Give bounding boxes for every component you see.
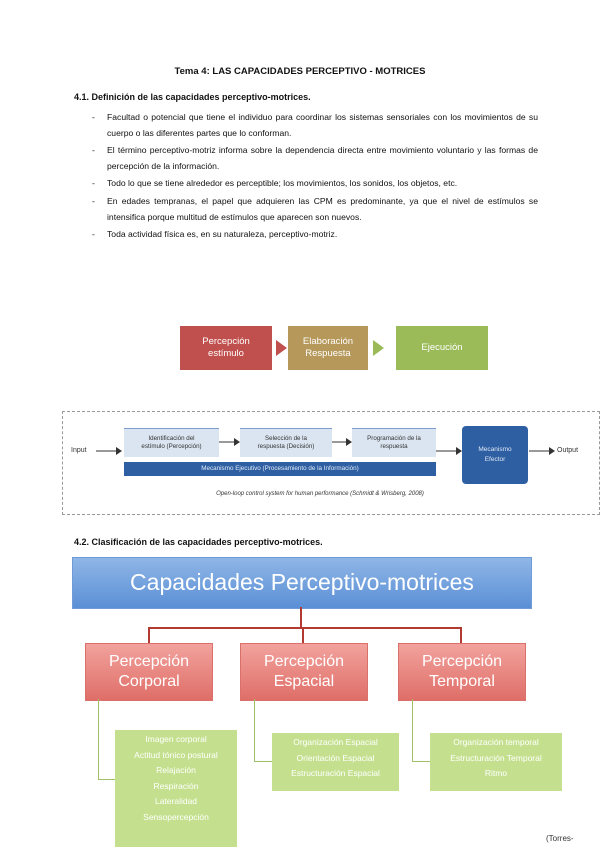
connector-line <box>254 761 272 762</box>
bullet-item: - Toda actividad física es, en su naturaleza, perceptivo-motriz. <box>92 227 538 243</box>
flow-step-execution: Ejecución <box>396 326 488 370</box>
effector-mechanism-box: Mecanismo Efector <box>462 426 528 484</box>
connector-line <box>460 627 462 643</box>
flow-step-elaboration: Elaboración Respuesta <box>288 326 368 370</box>
connector-line <box>148 627 462 629</box>
classification-root-box: Capacidades Perceptivo-motrices <box>72 557 532 609</box>
list-item: Sensopercepción <box>143 811 209 822</box>
list-item: Ritmo <box>484 768 508 779</box>
diagram-caption: Open-loop control system for human performance (Schmidt & Wrisberg, 2008) <box>216 491 424 497</box>
category-body-perception: Percepción Corporal <box>85 643 213 701</box>
definition-bullet-list <box>92 110 538 245</box>
connector-line <box>98 779 115 780</box>
section-heading-classification: 4.2. Clasificación de las capacidades perceptivo-motrices. <box>74 537 323 547</box>
flow-step-perception: Percepción estímulo <box>180 326 272 370</box>
list-item: Estructuración Temporal <box>450 752 542 763</box>
flow-arrow-icon <box>373 340 384 356</box>
stage-programming: Programación de la respuesta <box>352 428 436 457</box>
list-item: Actitud tónico postural <box>134 749 218 760</box>
flow-arrow-icon <box>276 340 287 356</box>
input-label: Input <box>71 447 87 454</box>
stage-arrow-icon <box>332 437 352 447</box>
document-title: Tema 4: LAS CAPACIDADES PERCEPTIVO - MOTRICES <box>174 66 426 77</box>
section-heading-definition: 4.1. Definición de las capacidades perceptivo-motrices. <box>74 92 311 102</box>
connector-line <box>300 607 302 628</box>
category-temporal-perception: Percepción Temporal <box>398 643 526 701</box>
input-arrow-icon <box>96 446 122 456</box>
stage-selection: Selección de la respuesta (Decisión) <box>240 428 332 457</box>
bullet-item: - Facultad o potencial que tiene el individuo para coordinar los sistemas sensoriales con los movimientos de su cuerpo o las diferentes partes que lo conforman. <box>92 110 538 141</box>
connector-line <box>98 699 99 779</box>
bullet-item: - Todo lo que se tiene alrededor es perceptible; los movimientos, los sonidos, los objetos, etc. <box>92 176 538 192</box>
spatial-perception-items <box>272 733 399 791</box>
list-item: Relajación <box>156 765 196 776</box>
effector-arrow-icon <box>436 446 462 456</box>
connector-line <box>254 699 255 761</box>
output-label: Output <box>557 447 579 454</box>
stage-identification: Identificación del estímulo (Percepción) <box>124 428 219 457</box>
connector-line <box>412 699 413 761</box>
executive-mechanism-bar: Mecanismo Ejecutivo (Procesamiento de la Información) <box>124 462 436 476</box>
bullet-item: - En edades tempranas, el papel que adquieren las CPM es predominante, ya que el nivel de estímulos se intensifica porque multitud de estímulos que aparecen son nuevos. <box>92 194 538 225</box>
list-item: Respiración <box>153 780 199 791</box>
stage-arrow-icon <box>219 437 240 447</box>
list-item: Estructuración Espacial <box>291 768 380 779</box>
citation-fragment: (Torres- <box>546 834 574 843</box>
connector-line <box>148 627 150 643</box>
body-perception-items <box>115 730 237 847</box>
connector-line <box>302 627 304 643</box>
list-item: Organización temporal <box>453 737 539 747</box>
output-arrow-icon <box>529 446 555 456</box>
list-item: Organización Espacial <box>293 737 378 747</box>
temporal-perception-items <box>430 733 562 791</box>
list-item: Lateralidad <box>154 796 198 807</box>
list-item: Imagen corporal <box>145 734 207 744</box>
category-spatial-perception: Percepción Espacial <box>240 643 368 701</box>
connector-line <box>412 761 430 762</box>
bullet-item: - El término perceptivo-motriz informa sobre la dependencia directa entre movimiento voluntario y las formas de percepción de la información. <box>92 143 538 174</box>
list-item: Orientación Espacial <box>296 752 375 763</box>
